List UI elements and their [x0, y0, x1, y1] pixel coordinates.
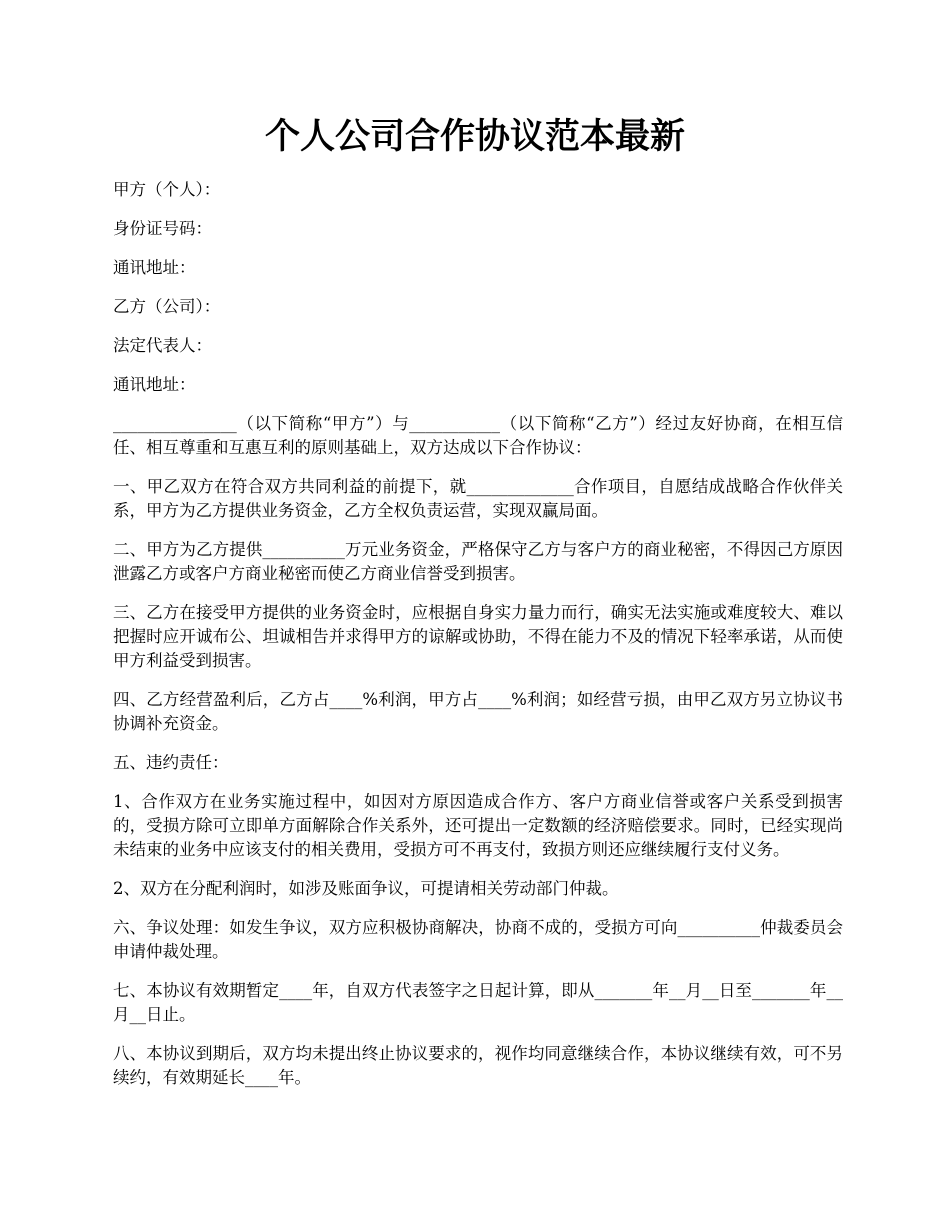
preamble-paragraph: _______________（以下简称“甲方”）与___________（以下简称“乙方”）经过友好协商，在相互信任、相互尊重和互惠互利的原则基础上，双方达成以下合作协议： — [113, 414, 843, 457]
party-b-legal-rep-field: 法定代表人： — [113, 336, 212, 355]
clause-2-paragraph: 二、甲方为乙方提供__________万元业务资金，严格保守乙方与客户方的商业秘密，不得因己方原因泄露乙方或客户方商业秘密而使乙方商业信誉受到损害。 — [113, 540, 843, 583]
clause-5-item-2-paragraph: 2、双方在分配利润时，如涉及账面争议，可提请相关劳动部门仲裁。 — [113, 879, 619, 898]
clause-5-item-1-paragraph: 1、合作双方在业务实施过程中，如因对方原因造成合作方、客户方商业信誉或客户关系受到损害的，受损方除可立即单方面解除合作关系外，还可提出一定数额的经济赔偿要求。同时，已经实现尚未结束的业务中应该支付的相关费用，受损方可不再支付，致损方则还应继续履行支付义务。 — [113, 792, 843, 859]
clause-8-paragraph: 八、本协议到期后，双方均未提出终止协议要求的，视作均同意继续合作，本协议继续有效，可不另续约，有效期延长____年。 — [113, 1044, 843, 1087]
party-a-id-number-field: 身份证号码： — [113, 219, 212, 238]
clause-4-paragraph: 四、乙方经营盈利后，乙方占____%利润，甲方占____%利润；如经营亏损，由甲乙双方另立协议书协调补充资金。 — [113, 690, 843, 733]
party-b-address-field: 通讯地址： — [113, 375, 196, 394]
clause-6-paragraph: 六、争议处理：如发生争议，双方应积极协商解决，协商不成的，受损方可向__________仲裁委员会申请仲裁处理。 — [113, 918, 843, 961]
clause-3-paragraph: 三、乙方在接受甲方提供的业务资金时，应根据自身实力量力而行，确实无法实施或难度较大、难以把握时应开诚布公、坦诚相告并求得甲方的谅解或协助，不得在能力不及的情况下轻率承诺，从而使甲方利益受到损害。 — [113, 603, 843, 670]
party-a-address-field: 通讯地址： — [113, 258, 196, 277]
party-a-name-field: 甲方（个人）： — [113, 180, 221, 199]
clause-7-paragraph: 七、本协议有效期暂定____年，自双方代表签字之日起计算，即从_______年__月__日至_______年__月__日止。 — [113, 981, 843, 1024]
document-title: 个人公司合作协议范本最新 — [264, 116, 685, 157]
clause-5-heading: 五、违约责任： — [113, 753, 229, 772]
document-body — [113, 178, 843, 1105]
clause-1-paragraph: 一、甲乙双方在符合双方共同利益的前提下，就_____________合作项目，自愿结成战略合作伙伴关系，甲方为乙方提供业务资金，乙方全权负责运营，实现双赢局面。 — [113, 477, 843, 520]
party-b-company-field: 乙方（公司）： — [113, 297, 221, 316]
